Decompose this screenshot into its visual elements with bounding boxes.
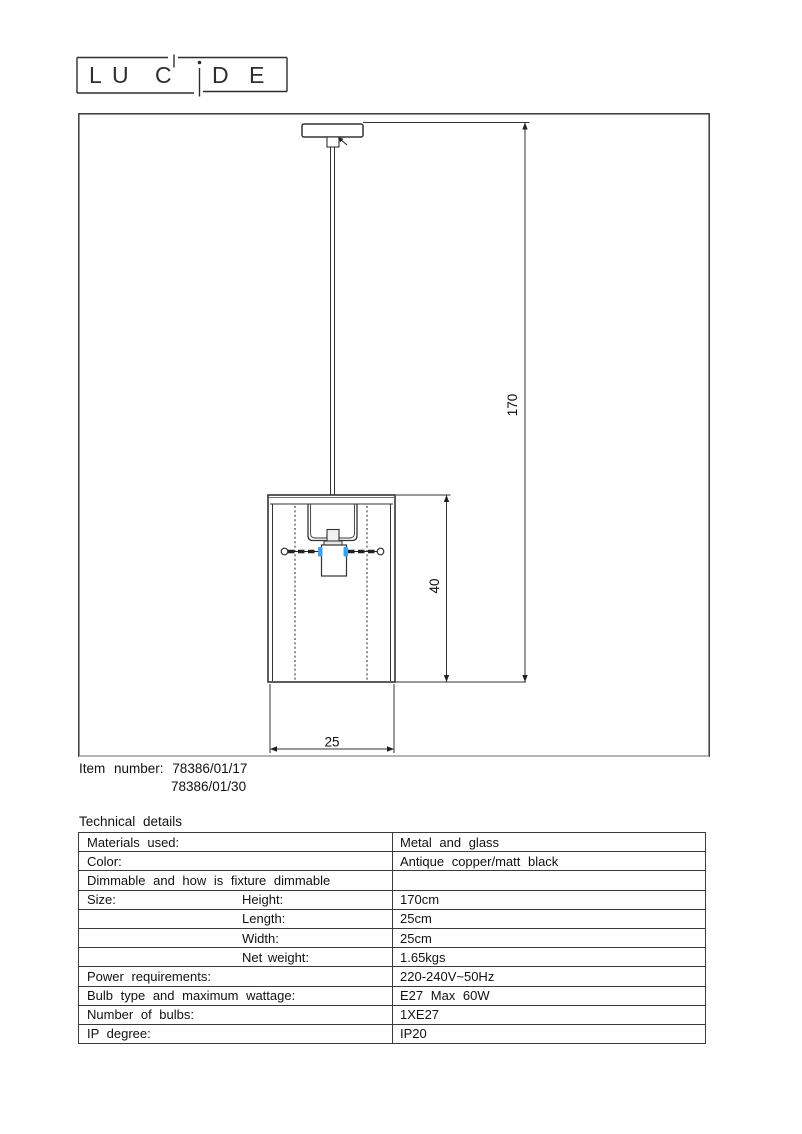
dim-label-170: 170	[505, 393, 520, 417]
row-value: 25cm	[400, 930, 432, 946]
logo-letters	[89, 62, 264, 88]
technical-drawing	[78, 113, 710, 757]
row-value	[393, 871, 705, 889]
item-number-value2: 78386/01/30	[171, 779, 247, 794]
row-label: Power requirements:	[87, 968, 211, 984]
table-row	[78, 870, 706, 890]
table-row	[78, 851, 706, 871]
table-row	[78, 890, 706, 910]
table-row	[78, 928, 706, 948]
row-value: IP20	[400, 1026, 427, 1042]
table-row	[78, 1005, 706, 1025]
row-label: Number of bulbs:	[87, 1007, 194, 1023]
row-value: 1.65kgs	[400, 949, 446, 965]
row-sublabel: Width:	[242, 930, 279, 946]
table-row	[78, 832, 706, 852]
row-value: 170cm	[400, 892, 440, 908]
logo-letter-l: L	[89, 62, 102, 88]
clip-right	[344, 547, 349, 557]
row-sublabel: Net weight:	[242, 949, 310, 965]
lamp-shade	[268, 495, 395, 682]
row-label: IP degree:	[87, 1026, 151, 1042]
clip-left	[318, 547, 323, 557]
row-value: Metal and glass	[400, 834, 500, 850]
dim-label-25: 25	[324, 734, 340, 750]
item-number-value1: 78386/01/17	[172, 761, 248, 776]
lucide-logo-art	[76, 54, 288, 100]
row-label: Materials used:	[87, 834, 180, 850]
logo-letter-u: U	[112, 62, 129, 88]
logo-letter-d: D	[212, 62, 229, 88]
item-number-block	[79, 760, 247, 796]
item-number-label: Item number:	[79, 761, 164, 776]
dim-label-40: 40	[427, 578, 442, 594]
suspension-cord	[331, 147, 335, 530]
technical-details-table	[78, 832, 706, 1044]
row-value: 1XE27	[400, 1007, 440, 1023]
row-value: 220-240V~50Hz	[400, 968, 495, 984]
table-row	[78, 947, 706, 967]
row-label: Color:	[87, 853, 122, 869]
row-value: 25cm	[400, 911, 432, 927]
row-value: E27 Max 60W	[400, 988, 490, 1004]
row-label: Size:	[87, 892, 116, 908]
socket-body	[322, 545, 347, 576]
technical-details-heading: Technical details	[79, 814, 183, 829]
pendant-lamp-diagram	[78, 113, 710, 757]
table-row	[78, 966, 706, 986]
rod-eyelet-left	[281, 548, 288, 555]
dimension-25	[270, 684, 394, 753]
table-row	[78, 1024, 706, 1044]
item-number-line2	[79, 778, 247, 796]
row-sublabel: Length:	[242, 911, 286, 927]
cord-grip	[327, 530, 339, 542]
table-row	[78, 986, 706, 1006]
row-label: Bulb type and maximum wattage:	[87, 988, 296, 1004]
dimension-40	[396, 495, 451, 682]
logo-letter-e: E	[249, 62, 265, 88]
table-row	[78, 909, 706, 929]
row-label: Dimmable and how is fixture dimmable	[87, 872, 331, 888]
row-value: Antique copper/matt black	[400, 853, 559, 869]
row-sublabel: Height:	[242, 892, 284, 908]
rod-eyelet-right	[377, 548, 384, 555]
logo-letter-c: C	[155, 62, 172, 88]
item-number-line1	[79, 760, 247, 778]
ceiling-canopy	[302, 124, 363, 147]
lucide-logo	[76, 54, 288, 100]
logo-i-dot	[198, 61, 202, 65]
